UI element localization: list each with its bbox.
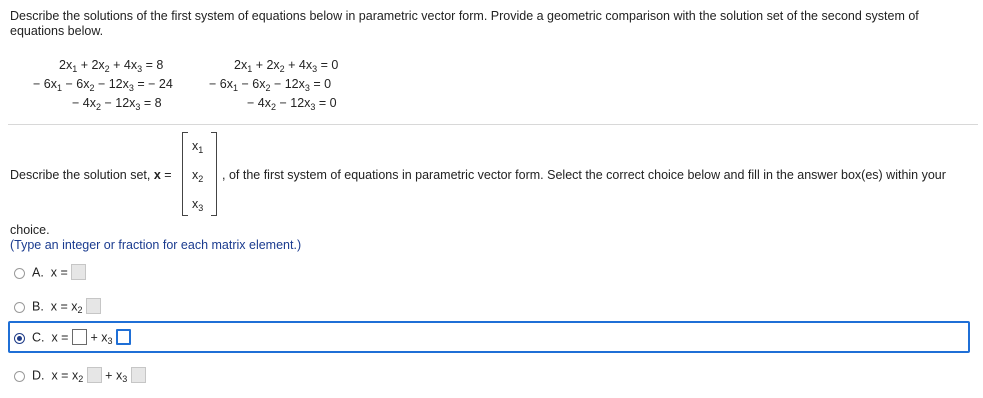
choice-a-radio[interactable] [14,268,25,279]
vector-entry-x1: $x_1$ [192,139,204,155]
choice-a-answer-box[interactable] [71,264,86,280]
choice-b-label: B. $x = x_2$ [32,299,101,315]
choice-d-label: D. $x = x_2 + x_3$ [32,368,146,384]
selected-choice-frame [8,321,970,353]
system2-equation-1: $2x_1 + 2x_2 + 4x_3 = 0$ [234,58,339,74]
system2-equation-2: − $6x_1 - 6x_2 - 12x_3 = 0$ [209,77,332,93]
choice-a-label: A. x = [32,265,86,281]
vector-right-bracket [211,132,217,216]
choice-c-label: C. x = + $x_3$ [32,330,131,346]
choice-b-radio[interactable] [14,302,25,313]
type-hint: (Type an integer or fraction for each matrix element.) [10,238,302,252]
choice-b-answer-box[interactable] [86,298,101,314]
vector-entry-x2: $x_2$ [192,168,204,184]
vector-left-bracket [182,132,188,216]
system1-equation-1: $2x_1 + 2x_2 + 4x_3 = 8$ [59,58,164,74]
prompt-trail: , of the first system of equations in parametric vector form. Select the correct choice below and fill in the answer box(es) within your [222,168,946,182]
choice-c-answer-box-1[interactable] [72,329,87,345]
prompt-lead: Describe the solution set, x = [10,168,172,182]
prompt-continuation: choice. [10,223,50,237]
choice-d-radio[interactable] [14,371,25,382]
choice-c-answer-box-2[interactable] [116,329,131,345]
section-divider [8,124,978,125]
question-text: Describe the solutions of the first system of equations below in parametric vector form. Provide a geometric comparison with the solution set of the second system of equations below. [10,9,919,38]
system1-equation-2: − $6x_1 - 6x_2 - 12x_3$ = − 24 [33,77,173,93]
system1-equation-3: − $4x_2 - 12x_3 = 8$ [72,96,162,112]
choice-d-answer-box-2[interactable] [131,367,146,383]
choice-c-radio[interactable] [14,333,25,344]
system2-equation-3: − $4x_2 - 12x_3 = 0$ [247,96,337,112]
vector-entry-x3: $x_3$ [192,197,204,213]
choice-d-answer-box-1[interactable] [87,367,102,383]
